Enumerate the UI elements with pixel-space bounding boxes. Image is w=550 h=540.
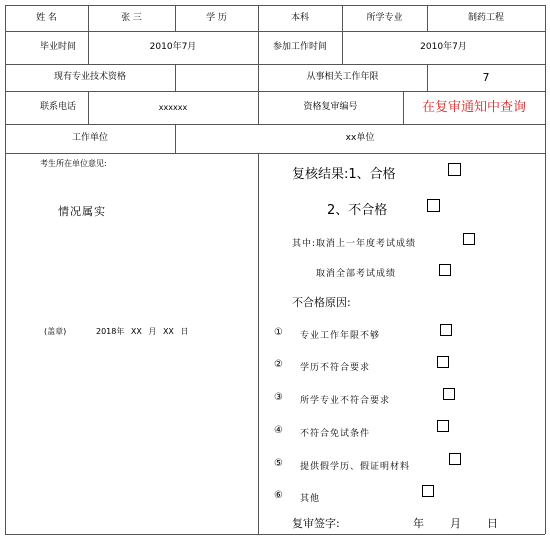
phone-value: xxxxxx: [158, 103, 188, 112]
col-divider: [258, 153, 259, 534]
major-label: 所学专业: [366, 12, 403, 23]
employer-label: 工作单位: [71, 133, 108, 143]
seal-label: (盖章): [44, 327, 67, 336]
education-label: 学 历: [206, 12, 227, 23]
reason-number: ④: [274, 425, 283, 436]
signature-day-label: 日: [487, 517, 498, 530]
reason-number: ②: [274, 359, 283, 370]
fail-reasons-title: 不合格原因:: [292, 296, 351, 309]
unit-opinion-title: 考生所在单位意见:: [40, 159, 107, 168]
col-divider: [545, 5, 546, 534]
cancel-previous-label: 其中:取消上一年度考试成绩: [292, 239, 417, 249]
work-start-value: 2010年7月: [420, 42, 467, 52]
reason-checkbox-4[interactable]: [437, 420, 449, 432]
graduation-label: 毕业时间: [40, 42, 77, 52]
reason-checkbox-3[interactable]: [443, 388, 455, 400]
reviewer-signature-label: 复审签字:: [292, 517, 340, 530]
name-value: 张 三: [121, 12, 142, 23]
employer-value: xx单位: [345, 133, 375, 143]
reason-text: 专业工作年限不够: [300, 331, 381, 341]
cancel-all-label: 取消全部考试成绩: [316, 269, 397, 279]
work-start-label: 参加工作时间: [272, 42, 327, 52]
pass-checkbox[interactable]: [448, 163, 461, 176]
result-fail-label: 2、不合格: [327, 203, 388, 218]
reason-text: 其他: [300, 494, 321, 504]
row-divider: [5, 534, 545, 535]
reason-text: 学历不符合要求: [300, 363, 371, 373]
cancel-previous-checkbox[interactable]: [463, 233, 475, 245]
reason-number: ⑥: [274, 490, 283, 501]
unit-opinion-text: 情况属实: [58, 205, 106, 218]
reason-checkbox-2[interactable]: [437, 356, 449, 368]
reason-text: 所学专业不符合要求: [300, 396, 391, 406]
certificate-value: [175, 64, 258, 91]
review-number-label: 资格复审编号: [303, 102, 358, 112]
reason-number: ③: [274, 392, 283, 403]
row-divider: [5, 153, 545, 154]
major-value: 制药工程: [467, 12, 504, 23]
signature-month-label: 月: [450, 517, 461, 530]
work-years-value: 7: [482, 71, 490, 84]
education-value: 本科: [290, 12, 309, 23]
cancel-all-checkbox[interactable]: [439, 264, 451, 276]
reason-checkbox-1[interactable]: [440, 324, 452, 336]
fail-checkbox[interactable]: [427, 199, 440, 212]
reason-checkbox-6[interactable]: [422, 485, 434, 497]
phone-label: 联系电话: [40, 102, 77, 112]
signature-year-label: 年: [413, 517, 424, 530]
reason-number: ⑤: [274, 458, 283, 469]
reason-text: 不符合免试条件: [300, 429, 371, 439]
review-number-value: 在复审通知中查询: [421, 100, 526, 115]
reason-number: ①: [274, 327, 283, 338]
opinion-date: 2018年 XX 月 XX 日: [96, 327, 189, 336]
reason-checkbox-5[interactable]: [449, 453, 461, 465]
work-years-label: 从事相关工作年限: [306, 72, 379, 82]
certificate-label: 现有专业技术资格: [53, 72, 126, 82]
reason-text: 提供假学历、假证明材料: [300, 462, 411, 472]
graduation-value: 2010年7月: [149, 42, 197, 52]
result-pass-label: 复核结果:1、合格: [292, 167, 396, 182]
name-label: 姓 名: [36, 12, 57, 23]
